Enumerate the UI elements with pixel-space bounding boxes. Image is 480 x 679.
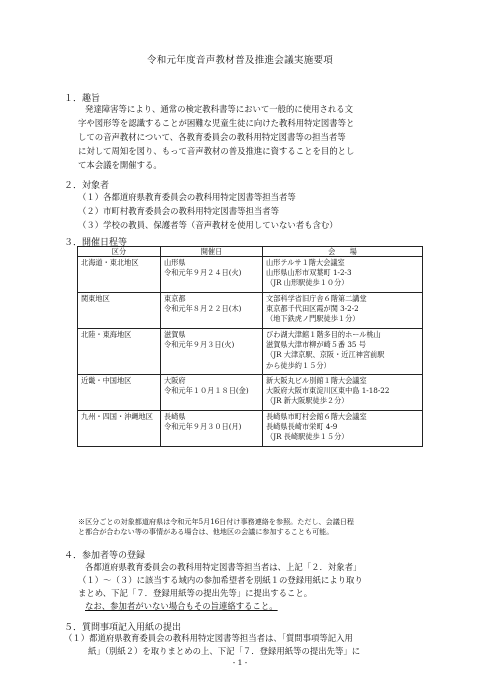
venue-cell [263,257,423,293]
table-row [78,257,423,293]
date: 令和元年９月２４日(火) [164,268,242,278]
section-4-line: （１）～（３）に該当する域内の参加希望者を別紙１の登録用紙により取り [78,575,363,585]
venue-address: 滋賀県大津市柳が崎５番 35 号 [266,340,366,350]
venue-access: （JR 山形駅徒歩１０分） [266,278,349,288]
schedule-table [77,246,423,447]
date-cell [161,411,263,447]
date-cell [161,293,263,329]
prefecture: 大阪府 [164,376,186,385]
target-item: （３）学校の教員、保護者等（音声教材を使用していない者も含む） [78,220,338,230]
target-item: （１）各都道府県教育委員会の教科用特定図書等担当者等 [78,192,296,202]
table-row [78,375,423,411]
note-line: ※区分ごとの対象都道府県は令和元年5月16日付け事務連絡を参照。ただし、会議日程 [78,517,355,526]
venue-address: 大阪府大阪市東淀川区東中島 1-18-22 [266,386,390,396]
date: 令和元年８月２２日(木) [164,304,242,314]
venue-name: 長崎県市町村会館６階大会議室 [266,412,367,421]
note-line: と都合が合わない等の事情がある場合は、他地区の会議に参加することも可能。 [78,527,334,536]
section-4-line: まとめ、下記「７．登録用紙等の提出先等」に提出すること。 [78,588,313,598]
region-cell: 北陸・東海地区 [78,329,161,375]
header-venue: 会 場 [263,247,423,257]
venue-name: 新大阪丸ビル別館１階大会議室 [266,376,367,385]
venue-name: 山形テルサ１階大会議室 [266,258,345,267]
venue-name: びわ湖大津館１階多目的ホール桃山 [266,330,381,339]
venue-address: 東京都千代田区霞が関 3-2-2 [266,304,359,314]
section-1-line: て本会議を開催する。 [78,160,162,170]
section-1-heading: １．趣旨 [64,94,101,104]
region-cell: 九州・四国・沖縄地区 [78,411,161,447]
section-1-line: 字や図形等を認識することが困難な児童生徒に向けた教科用特定図書等と [78,118,355,128]
venue-cell [263,375,423,411]
section-1-line: しての音声教材について、各教育委員会の教科用特定図書等の担当者等 [78,132,346,142]
table-row [78,293,423,329]
section-5-heading: ５．質問事項記入用紙の提出 [64,623,182,633]
section-4-heading: ４．参加者等の登録 [64,551,146,561]
prefecture: 長崎県 [164,412,186,421]
section-5-line: （１）都道府県教育委員会の教科用特定図書等担当者は、「質問事項等記入用 [64,633,353,643]
prefecture: 滋賀県 [164,330,186,339]
table-header-row [78,247,423,257]
venue-access: （JR 長崎駅徒歩１５分） [266,432,349,442]
date-cell [161,375,263,411]
prefecture: 東京都 [164,294,186,303]
prefecture: 山形県 [164,258,186,267]
venue-address: 山形県山形市双葉町 1-2-3 [266,268,352,278]
page-number: - 1 - [232,658,248,667]
section-4-note: なお、参加者がいない場合もその旨連絡すること。 [85,601,278,611]
document-title: 令和元年度音声教材普及推進会議実施要項 [146,55,334,66]
venue-cell [263,293,423,329]
region-cell: 北海道・東北地区 [78,257,161,293]
venue-address: 長崎県長崎市栄町 4-9 [266,422,338,432]
header-date: 開催日 [161,247,263,257]
table-row [78,329,423,375]
schedule-note [78,517,428,537]
section-1-line: 発達障害等により、通常の検定教科書等において一般的に使用される文 [85,104,353,114]
venue-access: （JR 大津京駅、京阪・近江神宮前駅 [266,350,385,360]
section-4-line: 各都道府県教育委員会の教科用特定図書等担当者は、上記「２．対象者」 [85,562,362,572]
region-cell: 近畿・中国地区 [78,375,161,411]
section-2-heading: ２．対象者 [64,181,110,191]
region-cell: 関東地区 [78,293,161,329]
date: 令和元年９月３日(火) [164,340,235,350]
date-cell [161,329,263,375]
date-cell [161,257,263,293]
section-5-line: 紙」（別紙２）を取りまとめの上、下記「７．登録用紙等の提出先等」に [88,646,361,656]
venue-cell [263,329,423,375]
header-region: 区分 [78,247,161,257]
date: 令和元年９月３０日(月) [164,422,242,432]
date: 令和元年１０月１８日(金) [164,386,249,396]
venue-cell [263,411,423,447]
venue-access: （地下鉄虎ノ門駅徒歩１分） [266,314,360,324]
section-3-heading: ３．開催日程等 [64,238,128,248]
venue-name: 文部科学省旧庁舎６階第二講堂 [266,294,367,303]
table-row [78,411,423,447]
venue-access: から徒歩約１５分） [266,360,331,370]
target-item: （２）市町村教育委員会の教科用特定図書等担当者等 [78,206,279,216]
venue-access: （JR 新大阪駅徒歩２分） [266,396,349,406]
section-1-line: に対して周知を図り、もって音声教材の普及推進に資することを目的とし [78,146,355,156]
